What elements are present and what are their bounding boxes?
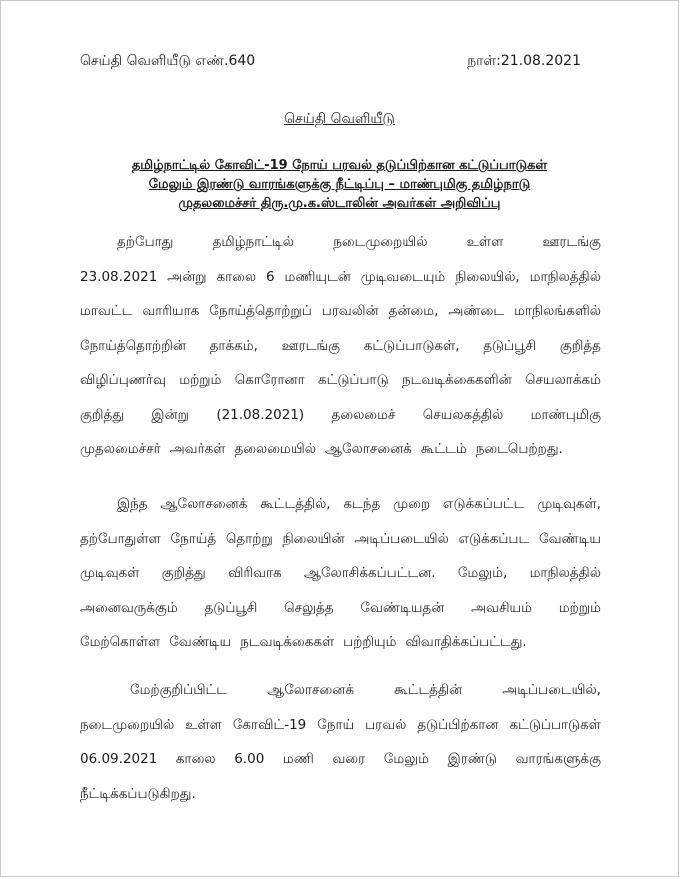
- word: நடைமுறையில்: [80, 716, 175, 733]
- word: இரண்டு: [447, 751, 497, 767]
- word: அண்டை: [448, 303, 505, 319]
- paragraph-line: [80, 225, 601, 260]
- word: தலைமையில்: [234, 441, 316, 457]
- word: மணியுடன்: [284, 268, 351, 285]
- paragraph-line: [80, 742, 601, 777]
- paragraph-line: [80, 363, 601, 398]
- word: விரிவாக: [227, 565, 282, 581]
- word: விவாதிக்கப்பட்டது.: [405, 634, 527, 650]
- word: நடைமுறையில்: [333, 234, 428, 250]
- word: தடுப்பிற்கான: [417, 716, 499, 733]
- paragraph-line: [80, 522, 601, 557]
- word: (21.08.2021): [216, 406, 305, 423]
- word: முடிவுகள்,: [537, 496, 601, 512]
- word: செலுத்த: [284, 599, 334, 616]
- word: வேண்டியதன்: [360, 599, 445, 616]
- word: ஆலோசனைக்: [267, 682, 355, 698]
- document-header: [80, 53, 581, 71]
- word: குறித்து: [80, 406, 125, 423]
- word: தடுப்பூசி: [204, 599, 258, 616]
- word: நிலையின்: [282, 530, 345, 547]
- word: நோய்த்தொற்றுப்: [209, 303, 312, 319]
- word: கூட்டத்தில்,: [260, 496, 331, 512]
- word: நிலையில்,: [455, 268, 520, 285]
- word: மேற்கொள்ள: [80, 634, 161, 650]
- word: கட்டுப்பாடு: [318, 372, 389, 388]
- word: 06.09.2021: [80, 751, 158, 767]
- word: 6.00: [234, 751, 265, 767]
- paragraph-line: [80, 708, 601, 743]
- word: பற்றியும்: [343, 634, 397, 650]
- word: ஆலோசனைக்: [160, 496, 248, 512]
- paragraph-line: [80, 625, 601, 660]
- paragraph-2: [80, 487, 601, 660]
- word: அவர்கள்: [169, 441, 226, 457]
- word: தலைமைச்: [331, 406, 396, 423]
- word: மாண்புமிகு: [530, 406, 601, 423]
- word: மற்றும்: [179, 372, 222, 388]
- word: மாநிலங்களில்: [514, 303, 601, 319]
- subject-line-3: முதலமைச்சர் திரு.மு.க.ஸ்டாலின் அவர்கள் அறிவிப்பு: [178, 196, 501, 211]
- word: குறித்த: [559, 337, 601, 354]
- word: மேலும்,: [457, 565, 508, 581]
- word: மணி: [282, 751, 314, 767]
- word: அனைவருக்கும்: [80, 599, 178, 616]
- word: உள்ள: [466, 234, 504, 250]
- subject-line-2: மேலும் இரண்டு வாரங்களுக்கு நீட்டிப்பு – மாண்புமிகு தமிழ்நாடு: [148, 177, 531, 192]
- paragraph-line: [80, 294, 601, 329]
- paragraph-line: [80, 591, 601, 626]
- paragraph-line: [80, 329, 601, 364]
- word: கட்டுப்பாடுகள்: [509, 716, 601, 733]
- document-heading: செய்தி வெளியீடு: [284, 111, 395, 127]
- word: செயலாக்கம்: [525, 372, 601, 388]
- word: கூட்டத்தின்: [394, 682, 463, 698]
- word: காலை: [175, 751, 216, 767]
- word: ஆலோசிக்கப்பட்டன.: [303, 565, 436, 581]
- word: 23.08.2021: [80, 268, 158, 285]
- word: தற்போது: [117, 234, 174, 250]
- word: நோய்: [317, 716, 355, 733]
- paragraph-line: [80, 673, 601, 708]
- word: எடுக்கப்பட: [458, 530, 530, 547]
- word: முதலமைச்சர்: [80, 441, 161, 457]
- word: அடிப்படையில்,: [502, 682, 601, 698]
- word: நடவடிக்கைகள்: [240, 634, 335, 650]
- word: மாவட்ட: [80, 303, 133, 319]
- word: மாநிலத்தில்: [529, 565, 601, 581]
- word: வாரியாக: [142, 303, 200, 319]
- word: பரவல்: [365, 716, 407, 733]
- word: விழிப்புணர்வு: [80, 372, 166, 388]
- word: வரை: [332, 751, 366, 767]
- word: அன்று: [167, 268, 207, 285]
- word: கூட்டம்: [420, 441, 467, 457]
- paragraph-line: [80, 556, 601, 591]
- paragraph-line: [80, 432, 601, 467]
- word: முடிவடையும்: [360, 268, 446, 285]
- word: நடவடிக்கைகளின்: [401, 372, 512, 388]
- word: கொரோனா: [234, 372, 305, 388]
- word: அவசியம்: [471, 599, 532, 616]
- word: அடிப்படையில்: [354, 530, 449, 547]
- paragraph-line: [80, 260, 601, 295]
- word: பரவலின்: [321, 303, 379, 319]
- word: தாக்கம்,: [209, 337, 258, 354]
- word: மற்றும்: [558, 599, 601, 616]
- word: கடந்த: [343, 496, 381, 512]
- word: இந்த: [117, 496, 148, 512]
- word: வேண்டிய: [538, 530, 601, 547]
- paragraph-1: [80, 225, 601, 467]
- word: செயலகத்தில்: [422, 406, 504, 423]
- release-number: செய்தி வெளியீடு எண்.640: [80, 53, 256, 69]
- word: நீட்டிக்கப்படுகிறது.: [80, 785, 196, 802]
- release-date: நாள்:21.08.2021: [467, 53, 581, 69]
- word: வாரங்களுக்கு: [515, 751, 601, 767]
- word: நடைபெற்றது.: [475, 441, 563, 457]
- word: முறை: [393, 496, 431, 512]
- paragraph-line: [80, 487, 601, 522]
- word: தொற்று: [225, 530, 273, 547]
- word: தற்போதுள்ள: [80, 530, 161, 547]
- word: கட்டுப்பாடுகள்,: [363, 337, 460, 354]
- paragraph-line: [80, 398, 601, 433]
- subject-line-1: தமிழ்நாட்டில் கோவிட்-19 நோய் பரவல் தடுப்பிற்கான கட்டுப்பாடுகள்: [131, 158, 548, 173]
- word: நோய்த்தொற்றின்: [80, 337, 186, 354]
- paragraph-3: [80, 673, 601, 811]
- word: ஊரடங்கு: [542, 234, 601, 250]
- word: 6: [265, 268, 275, 285]
- word: வேண்டிய: [169, 634, 232, 650]
- word: குறித்து: [161, 565, 206, 581]
- word: மேலும்: [383, 751, 430, 767]
- word: உள்ள: [185, 716, 222, 733]
- word: தடுப்பூசி: [483, 337, 537, 354]
- word: கோவிட்-19: [232, 716, 307, 733]
- paragraph-line: [80, 777, 601, 812]
- word: தன்மை,: [388, 303, 439, 319]
- word: ஊரடங்கு: [281, 337, 341, 354]
- word: இன்று: [151, 406, 189, 423]
- word: மேற்குறிப்பிட்ட: [130, 682, 228, 698]
- word: ஆலோசனைக்: [324, 441, 412, 457]
- word: தமிழ்நாட்டில்: [212, 234, 294, 250]
- word: மாநிலத்தில்: [529, 268, 601, 285]
- word: எடுக்கப்பட்ட: [442, 496, 525, 512]
- subject-block: [91, 156, 588, 213]
- word: நோய்த்: [170, 530, 217, 547]
- word: முடிவுகள்: [80, 565, 140, 581]
- word: காலை: [216, 268, 257, 285]
